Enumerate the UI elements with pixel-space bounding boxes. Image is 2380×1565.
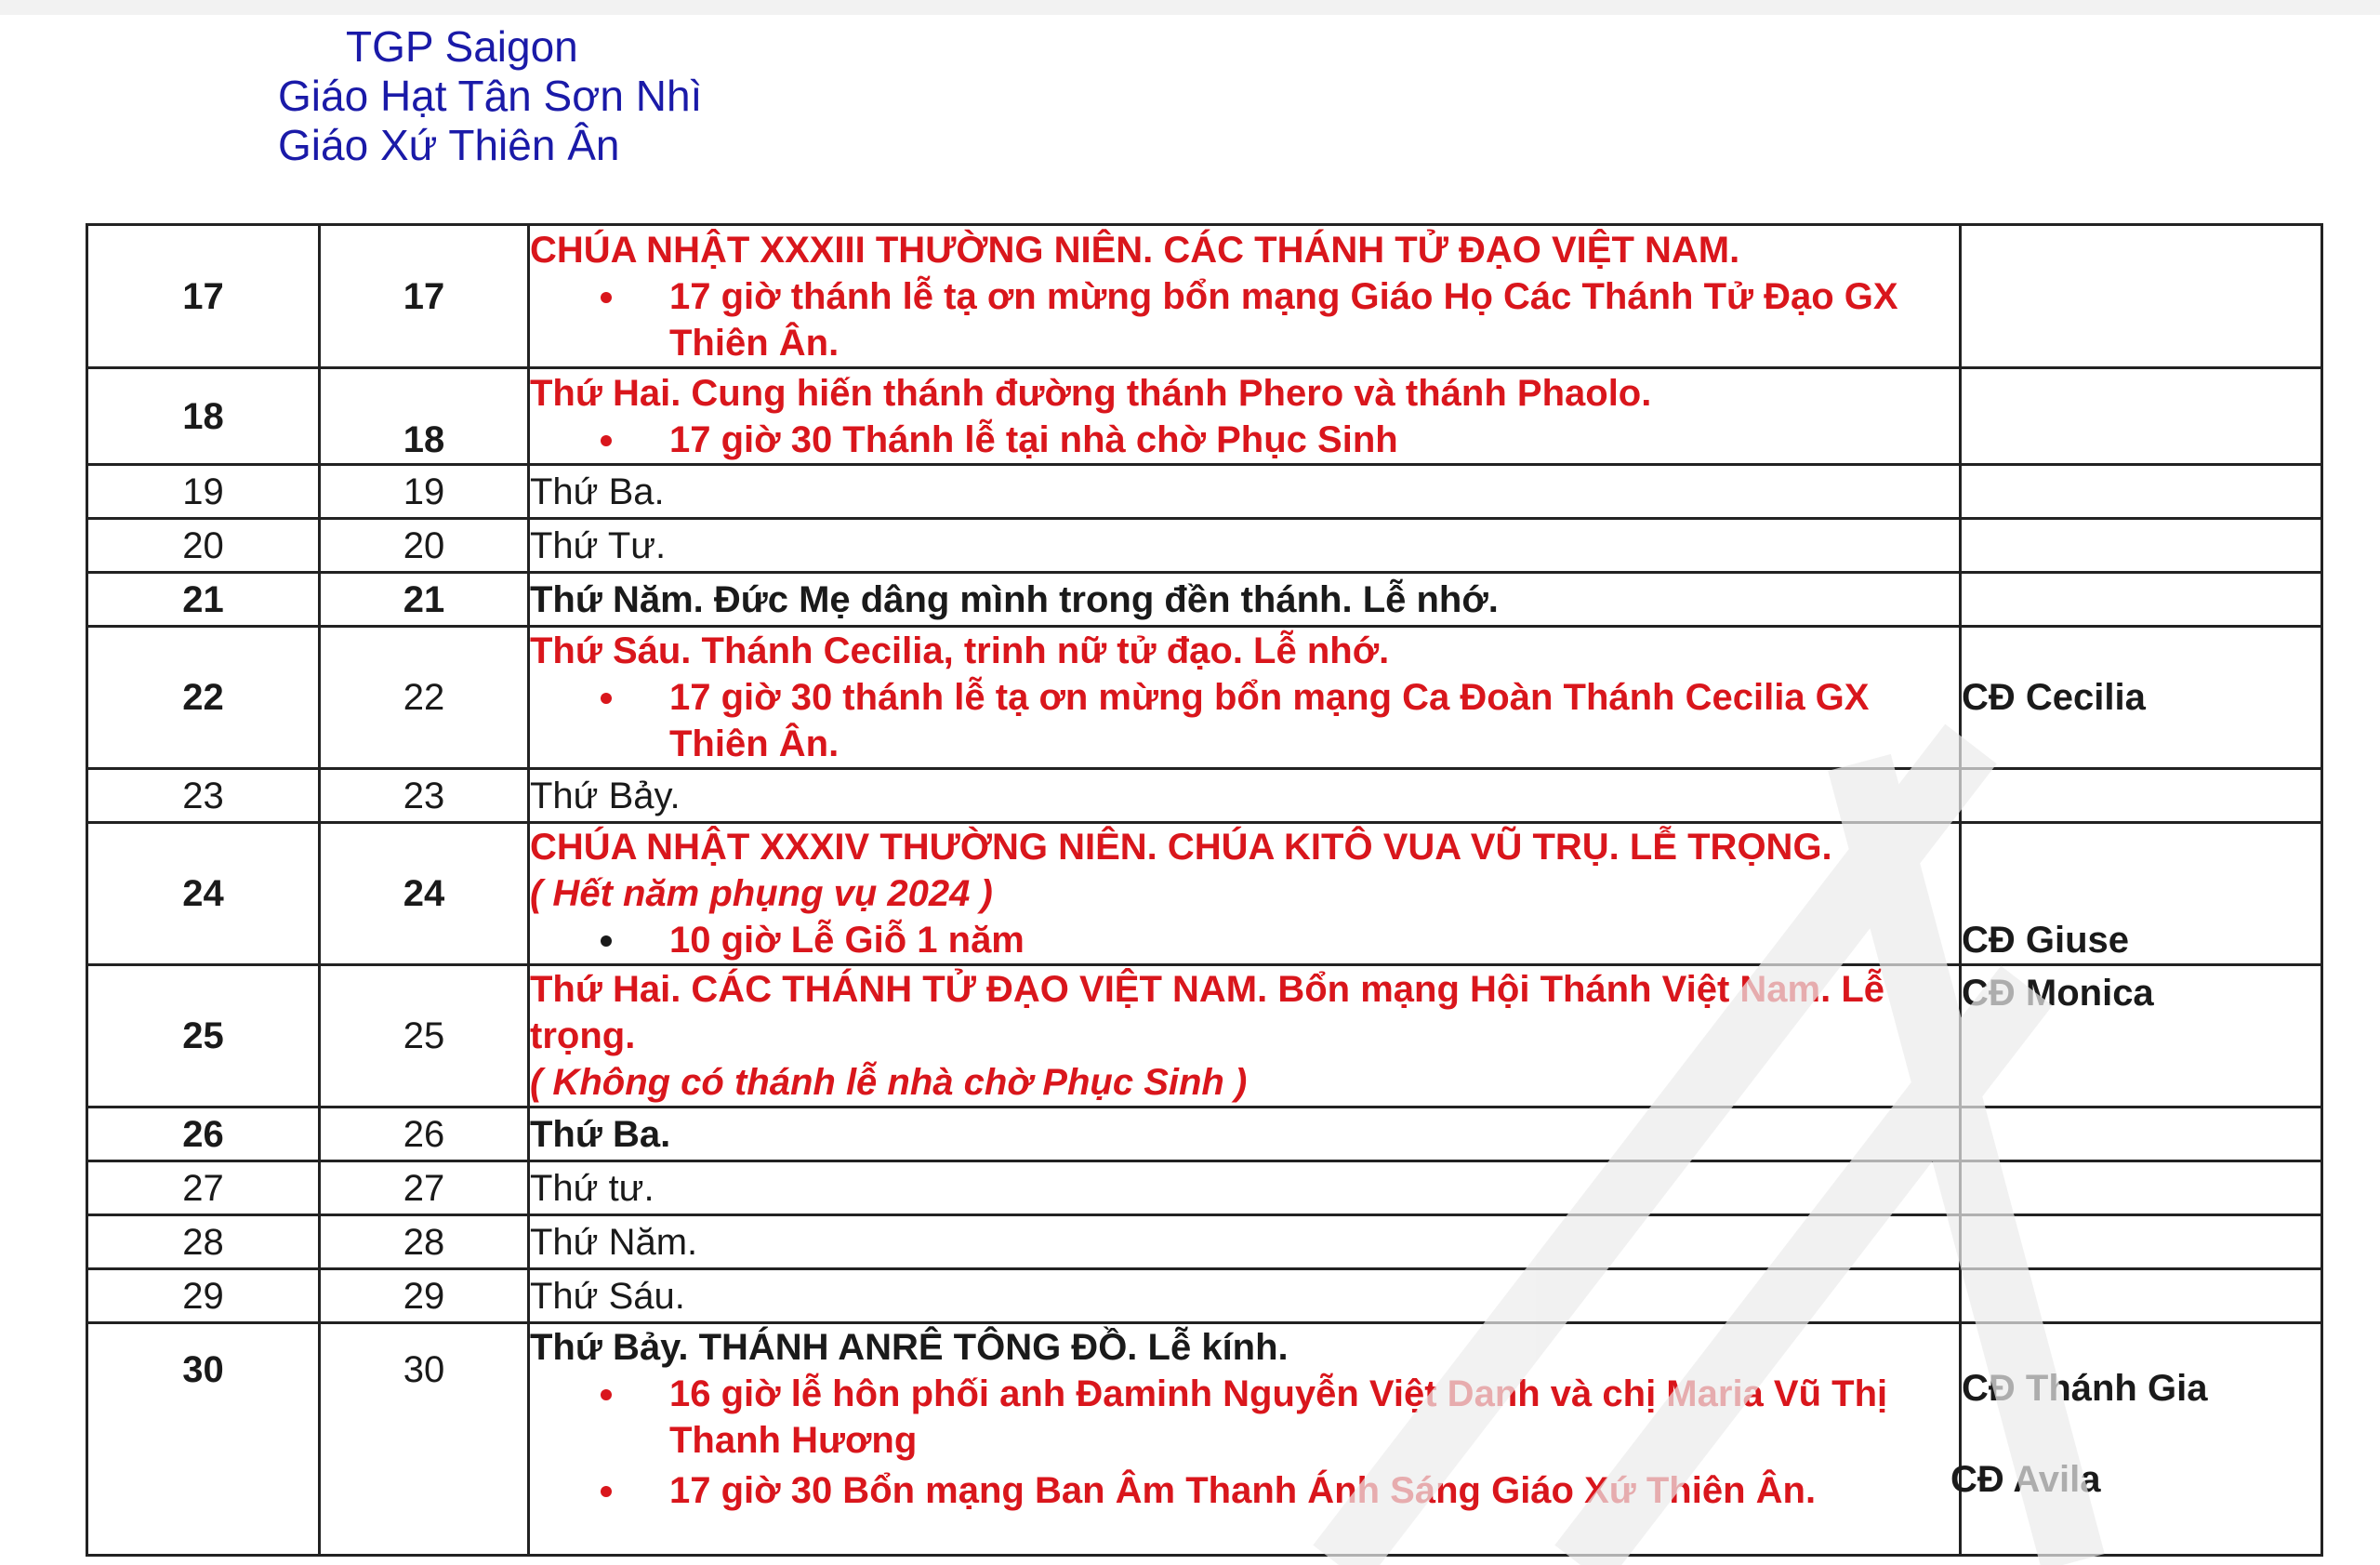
- note-cell: [1961, 1107, 2322, 1161]
- day-title: Thứ Hai. CÁC THÁNH TỬ ĐẠO VIỆT NAM. Bổn mạng Hội Thánh Việt Nam. Lễ trọng.: [530, 969, 1885, 1056]
- table-row: [87, 1269, 2322, 1323]
- day-number-alt: 17: [320, 225, 529, 368]
- day-number-alt: 30: [320, 1323, 529, 1556]
- event-item: 16 giờ lễ hôn phối anh Đaminh Nguyễn Việt Danh và chị Maria Vũ Thị Thanh Hương: [669, 1371, 1959, 1464]
- day-title: Thứ Hai. Cung hiến thánh đường thánh Phero và thánh Phaolo.: [530, 372, 1652, 414]
- day-subtitle: ( Hết năm phụng vụ 2024 ): [530, 873, 993, 914]
- day-number: 20: [87, 519, 320, 573]
- day-number: 25: [87, 965, 320, 1107]
- note-line: CĐ Thánh Gia: [1962, 1368, 2208, 1409]
- note-cell: [1961, 519, 2322, 573]
- day-number: 27: [87, 1161, 320, 1215]
- table-row: [87, 519, 2322, 573]
- day-title: CHÚA NHẬT XXXIII THƯỜNG NIÊN. CÁC THÁNH TỬ ĐẠO VIỆT NAM.: [530, 229, 1740, 271]
- day-description: [529, 627, 1961, 769]
- event-item: 17 giờ 30 Bổn mạng Ban Âm Thanh Ánh Sáng Giáo Xứ Thiên Ân.: [669, 1467, 1959, 1514]
- day-number: 22: [87, 627, 320, 769]
- table-row: [87, 368, 2322, 465]
- note-cell: [1961, 769, 2322, 823]
- note-cell: [1961, 1269, 2322, 1323]
- day-number-alt: 24: [320, 823, 529, 965]
- table-row: [87, 573, 2322, 627]
- table-row: [87, 1107, 2322, 1161]
- note-cell: [1961, 1161, 2322, 1215]
- day-description: [529, 1323, 1961, 1556]
- day-number: 24: [87, 823, 320, 965]
- day-number-alt: 18: [320, 368, 529, 465]
- note-cell: [1961, 368, 2322, 465]
- day-title: Thứ Tư.: [529, 519, 1961, 573]
- day-number-alt: 29: [320, 1269, 529, 1323]
- note-cell: [1961, 465, 2322, 519]
- day-number-alt: 19: [320, 465, 529, 519]
- event-item: 10 giờ Lễ Giỗ 1 năm: [669, 917, 1959, 963]
- table-row: [87, 1161, 2322, 1215]
- day-number: 18: [87, 368, 320, 465]
- day-number-alt: 28: [320, 1215, 529, 1269]
- note-cell: CĐ Cecilia: [1961, 627, 2322, 769]
- table-row: [87, 465, 2322, 519]
- day-number: 23: [87, 769, 320, 823]
- table-row: [87, 1215, 2322, 1269]
- header-line-archdiocese: TGP Saigon: [346, 22, 578, 71]
- note-cell: [1961, 225, 2322, 368]
- day-title: Thứ Năm. Đức Mẹ dâng mình trong đền thánh. Lễ nhớ.: [529, 573, 1961, 627]
- day-number: 29: [87, 1269, 320, 1323]
- note-cell: [1950, 1323, 2322, 1556]
- note-line: CĐ Avila: [1950, 1459, 2101, 1500]
- day-number: 21: [87, 573, 320, 627]
- day-number: 17: [87, 225, 320, 368]
- parish-header: [0, 0, 2380, 186]
- day-title: Thứ Ba.: [529, 1107, 1961, 1161]
- day-title: Thứ Năm.: [529, 1215, 1961, 1269]
- day-number: 26: [87, 1107, 320, 1161]
- day-number-alt: 22: [320, 627, 529, 769]
- day-number-alt: 25: [320, 965, 529, 1107]
- day-description: [529, 368, 1961, 465]
- note-cell: CĐ Monica: [1961, 965, 2322, 1107]
- table-row: [87, 769, 2322, 823]
- day-number-alt: 27: [320, 1161, 529, 1215]
- day-number-alt: 20: [320, 519, 529, 573]
- event-item: 17 giờ 30 Thánh lễ tại nhà chờ Phục Sinh: [669, 417, 1959, 463]
- event-item: 17 giờ thánh lễ tạ ơn mừng bổn mạng Giáo Họ Các Thánh Tử Đạo GX Thiên Ân.: [669, 273, 1959, 366]
- table-row: [87, 965, 2322, 1107]
- header-line-deanery: Giáo Hạt Tân Sơn Nhì: [278, 72, 703, 120]
- event-item: 17 giờ 30 thánh lễ tạ ơn mừng bổn mạng Ca Đoàn Thánh Cecilia GX Thiên Ân.: [669, 674, 1959, 767]
- day-title: Thứ Sáu.: [529, 1269, 1961, 1323]
- day-title: Thứ Sáu. Thánh Cecilia, trinh nữ tử đạo. Lễ nhớ.: [530, 630, 1390, 671]
- day-description: [529, 823, 1961, 965]
- day-number-alt: 23: [320, 769, 529, 823]
- table-row: [87, 225, 2322, 368]
- table-row: [87, 1323, 2322, 1556]
- day-title: Thứ Bảy.: [529, 769, 1961, 823]
- day-title: Thứ tư.: [529, 1161, 1961, 1215]
- day-description: [529, 965, 1961, 1107]
- note-cell: CĐ Giuse: [1961, 823, 2322, 965]
- day-number-alt: 26: [320, 1107, 529, 1161]
- table-row: [87, 823, 2322, 965]
- day-title: CHÚA NHẬT XXXIV THƯỜNG NIÊN. CHÚA KITÔ VUA VŨ TRỤ. LỄ TRỌNG.: [530, 827, 1832, 868]
- header-line-parish: Giáo Xứ Thiên Ân: [278, 121, 620, 169]
- note-cell: [1961, 1215, 2322, 1269]
- day-number: 19: [87, 465, 320, 519]
- day-number-alt: 21: [320, 573, 529, 627]
- day-title: Thứ Bảy. THÁNH ANRÊ TÔNG ĐỒ. Lễ kính.: [530, 1327, 1289, 1368]
- day-subtitle: ( Không có thánh lễ nhà chờ Phục Sinh ): [530, 1062, 1248, 1103]
- note-cell: [1961, 573, 2322, 627]
- liturgical-calendar-table: [86, 223, 2323, 1557]
- day-title: Thứ Ba.: [529, 465, 1961, 519]
- day-description: [529, 225, 1961, 368]
- day-number: 28: [87, 1215, 320, 1269]
- table-row: [87, 627, 2322, 769]
- day-number: 30: [87, 1323, 320, 1556]
